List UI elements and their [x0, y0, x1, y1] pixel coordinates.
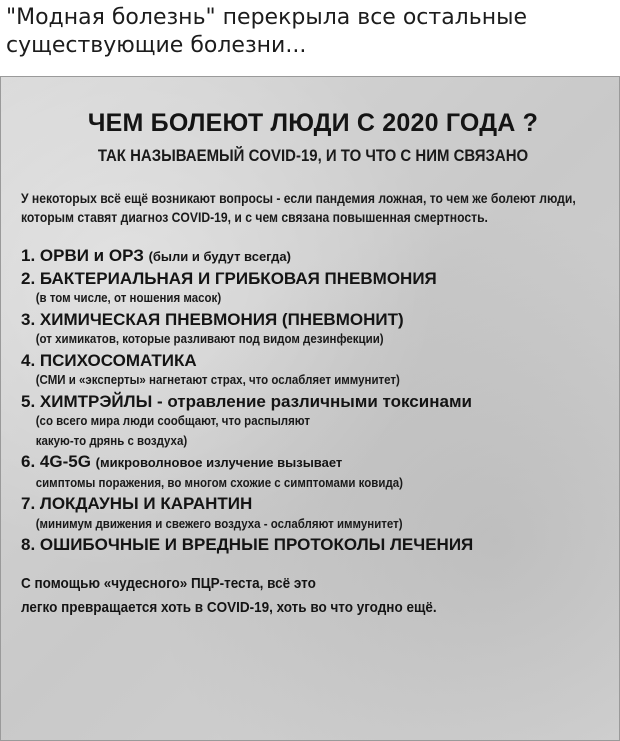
list-item: [21, 534, 605, 556]
list-item-detail: (со всего мира люди сообщают, что распыляют: [35, 414, 310, 428]
poster-image: [0, 76, 620, 741]
list-item: [21, 268, 605, 290]
list-item-title: 8. ОШИБОЧНЫЕ И ВРЕДНЫЕ ПРОТОКОЛЫ ЛЕЧЕНИЯ: [21, 535, 474, 554]
list-item: [21, 493, 605, 515]
list-item-detail: какую-то дрянь с воздуха): [35, 433, 188, 448]
list-item-detail: (в том числе, от ношения масок): [35, 291, 222, 305]
poster-outro: [21, 572, 604, 620]
poster-subhead: ТАК НАЗЫВАЕМЫЙ COVID-19, И ТО ЧТО С НИМ СВЯЗАНО: [97, 146, 529, 165]
list-item-title: 1. ОРВИ и ОРЗ: [21, 246, 144, 265]
list-item: [21, 451, 605, 474]
list-item-detail: (СМИ и «эксперты» нагнетают страх, что ослабляет иммунитет): [35, 373, 400, 387]
post-title: "Модная болезнь" перекрыла все остальные существующие болезни...: [6, 5, 527, 58]
list-item: [21, 245, 605, 268]
poster-content: [21, 93, 605, 620]
poster-intro: У некоторых всё ещё возникают вопросы - если пандемия ложная, то чем же болеют люди, которым ставят диагноз COVID-19, и с чем связана повышенная смертность.: [21, 191, 576, 225]
list-item: [21, 391, 605, 413]
outro-line: С помощью «чудесного» ПЦР-теста, всё это: [21, 574, 316, 592]
list-item: [21, 350, 605, 372]
list-item-detail: (от химикатов, которые разливают под видом дезинфекции): [35, 332, 384, 346]
outro-line: легко превращается хоть в COVID-19, хоть во что угодно ещё.: [21, 598, 437, 616]
list-item-title: 7. ЛОКДАУНЫ И КАРАНТИН: [21, 494, 253, 513]
list-item: [21, 309, 605, 331]
list-item-title: 2. БАКТЕРИАЛЬНАЯ И ГРИБКОВАЯ ПНЕВМОНИЯ: [21, 268, 437, 288]
list-item-note: (микроволновое излучение вызывает: [95, 455, 343, 470]
list-item-detail: симптомы поражения, во многом схожие с симптомами ковида): [35, 475, 403, 490]
list-item-title: 5. ХИМТРЭЙЛЫ - отравление различными токсинами: [21, 391, 472, 411]
poster-headline: ЧЕМ БОЛЕЮТ ЛЮДИ С 2020 ГОДА ?: [87, 109, 539, 137]
list-item-title: 4. ПСИХОСОМАТИКА: [21, 350, 197, 370]
list-item-title: 6. 4G-5G: [21, 452, 91, 471]
poster-list: [21, 245, 605, 556]
list-item-detail: (минимум движения и свежего воздуха - ослабляют иммунитет): [35, 516, 403, 531]
list-item-note: (были и будут всегда): [148, 249, 291, 264]
list-item-title: 3. ХИМИЧЕСКАЯ ПНЕВМОНИЯ (ПНЕВМОНИТ): [21, 309, 404, 329]
